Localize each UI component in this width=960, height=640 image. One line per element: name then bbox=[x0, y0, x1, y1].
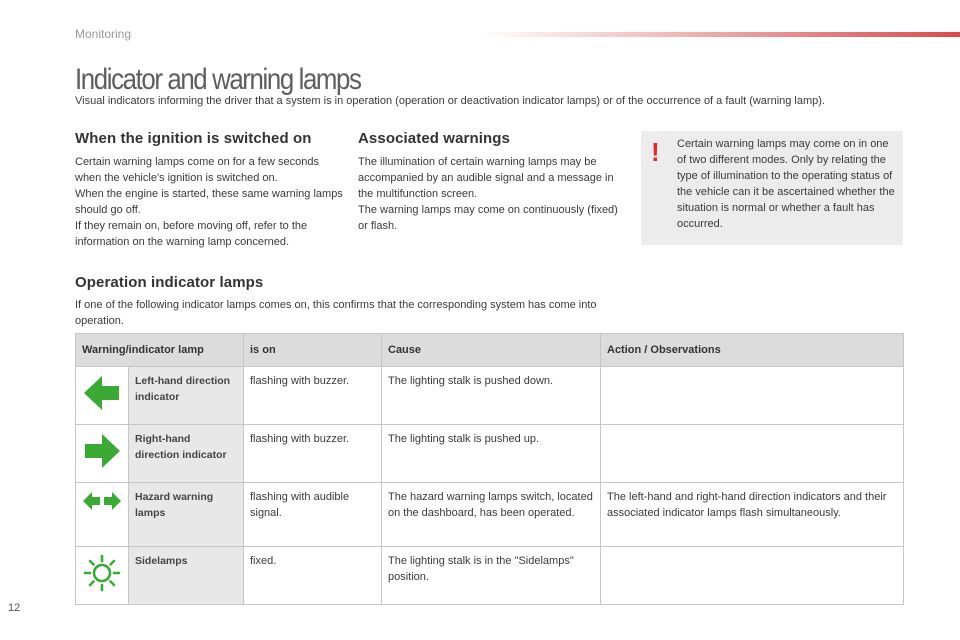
lamp-action bbox=[601, 367, 904, 425]
icon-cell bbox=[76, 547, 129, 605]
lamp-name: Hazard warning lamps bbox=[129, 483, 244, 547]
lamp-is-on: fixed. bbox=[244, 547, 382, 605]
header-lamp: Warning/indicator lamp bbox=[76, 334, 244, 367]
ignition-line: When the engine is started, these same warning lamps should go off. bbox=[75, 188, 343, 216]
page-number: 12 bbox=[8, 602, 21, 614]
lamps-table bbox=[75, 333, 904, 605]
operation-text: If one of the following indicator lamps comes on, this confirms that the corresponding system has come into operation. bbox=[75, 299, 597, 327]
ignition-text bbox=[75, 154, 345, 250]
right-arrow-icon bbox=[82, 431, 122, 471]
table-row bbox=[76, 547, 904, 605]
section-label: Monitoring bbox=[75, 27, 132, 41]
sidelamps-icon bbox=[82, 553, 122, 593]
table-header-row bbox=[76, 334, 904, 367]
lamp-name: Right-hand direction indicator bbox=[129, 425, 244, 483]
lamp-action bbox=[601, 547, 904, 605]
ignition-line: Certain warning lamps come on for a few seconds when the vehicle's ignition is switched on. bbox=[75, 156, 319, 184]
lamp-is-on: flashing with buzzer. bbox=[244, 367, 382, 425]
lamp-name: Sidelamps bbox=[129, 547, 244, 605]
lamp-action: The left-hand and right-hand direction indicators and their associated indicator lamps flash simultaneously. bbox=[601, 483, 904, 547]
table-row bbox=[76, 367, 904, 425]
icon-cell bbox=[76, 483, 129, 547]
associated-line: The warning lamps may come on continuously (fixed) or flash. bbox=[358, 204, 618, 232]
icon-cell bbox=[76, 425, 129, 483]
associated-heading: Associated warnings bbox=[358, 130, 510, 147]
note-box bbox=[641, 131, 903, 245]
header-cause: Cause bbox=[382, 334, 601, 367]
table-row bbox=[76, 425, 904, 483]
lamp-cause: The lighting stalk is pushed up. bbox=[382, 425, 601, 483]
table-row bbox=[76, 483, 904, 547]
header-is-on: is on bbox=[244, 334, 382, 367]
exclamation-icon: ! bbox=[651, 137, 660, 167]
note-text: Certain warning lamps may come on in one of two different modes. Only by relating the type of illumination to the operating status of the vehicle can it be ascertained whether the situation is normal or whether a fault has occurred. bbox=[677, 138, 895, 230]
lamp-is-on: flashing with audible signal. bbox=[244, 483, 382, 547]
header-rule bbox=[478, 32, 960, 37]
lamp-action bbox=[601, 425, 904, 483]
lamp-name: Left-hand direction indicator bbox=[129, 367, 244, 425]
ignition-heading: When the ignition is switched on bbox=[75, 130, 312, 147]
hazard-arrows-icon bbox=[82, 489, 122, 513]
intro-text: Visual indicators informing the driver that a system is in operation (operation or deactivation indicator lamps) or of the occurrence of a fault (warning lamp). bbox=[75, 95, 825, 107]
ignition-line: If they remain on, before moving off, refer to the information on the warning lamp concerned. bbox=[75, 220, 308, 248]
header-action: Action / Observations bbox=[601, 334, 904, 367]
operation-heading: Operation indicator lamps bbox=[75, 274, 264, 291]
icon-cell bbox=[76, 367, 129, 425]
page-title: Indicator and warning lamps bbox=[75, 63, 361, 96]
lamp-is-on: flashing with buzzer. bbox=[244, 425, 382, 483]
associated-line: The illumination of certain warning lamps may be accompanied by an audible signal and a message in the multifunction screen. bbox=[358, 156, 614, 200]
left-arrow-icon bbox=[82, 373, 122, 413]
associated-text bbox=[358, 154, 618, 234]
lamp-cause: The hazard warning lamps switch, located on the dashboard, has been operated. bbox=[382, 483, 601, 547]
lamp-cause: The lighting stalk is in the "Sidelamps" position. bbox=[382, 547, 601, 605]
lamp-cause: The lighting stalk is pushed down. bbox=[382, 367, 601, 425]
